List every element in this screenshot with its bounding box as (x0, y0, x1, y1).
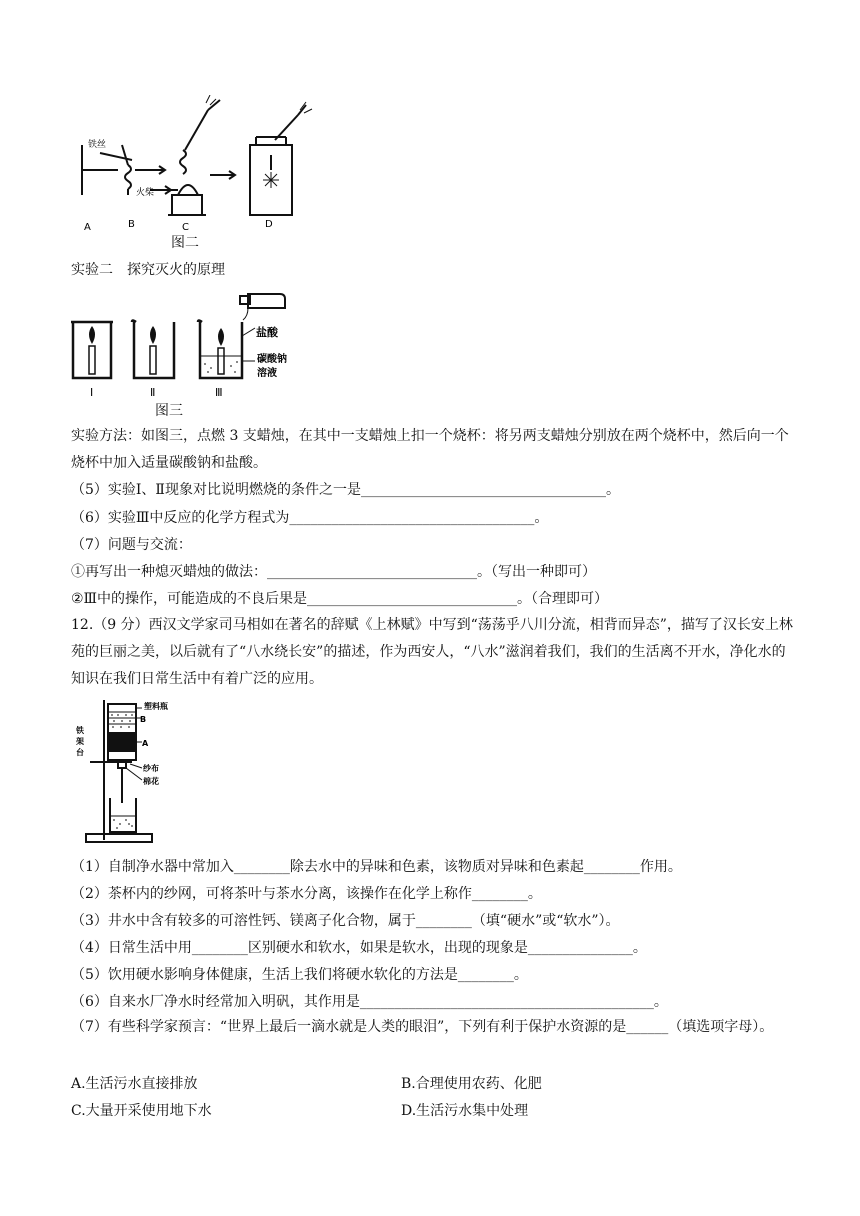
fig3-label-iii: Ⅲ (215, 386, 223, 399)
figure-2-diagram (70, 95, 330, 240)
option-d: D.生活污水集中处理 (401, 1103, 529, 1119)
fig4-label-bottle: 塑料瓶 (144, 702, 168, 711)
fig2-label-iron-wire: 铁丝 (88, 140, 107, 150)
question-7-1: ①再写出一种熄灭蜡烛的做法：______________________________。（写出一种即可） (71, 564, 596, 580)
option-b: B.合理使用农药、化肥 (401, 1076, 542, 1092)
subquestion-4: （4）日常生活中用________区别硬水和软水，如果是软水，出现的现象是_______________。 (71, 940, 647, 956)
fig4-label-stand-2: 架 (76, 737, 84, 746)
figure-3-diagram (70, 286, 335, 401)
question-7-2: ②Ⅲ中的操作，可能造成的不良后果是______________________________。（合理即可） (71, 591, 609, 607)
fig4-label-gauze: 纱布 (143, 764, 159, 773)
fig3-label-hcl: 盐酸 (256, 326, 278, 339)
figure-3-caption: 图三 (155, 403, 183, 419)
subquestion-2: （2）茶杯内的纱网，可将茶叶与茶水分离，该操作在化学上称作________。 (71, 886, 542, 902)
fig3-label-ii: Ⅱ (150, 386, 156, 399)
subquestion-5: （5）饮用硬水影响身体健康，生活上我们将硬水软化的方法是________。 (71, 967, 528, 983)
fig3-label-i: Ⅰ (90, 386, 94, 399)
question-12-stem: 12.（9 分）西汉文学家司马相如在著名的辞赋《上林赋》中写到“荡荡乎八川分流，相背而异态”，描写了汉长安上林苑的巨丽之美，以后就有了“八水绕长安”的描述，作为西安人，“八水”滋润着我们，我们的生活离不开水，净化水的知识在我们日常生活中有着广泛的应用。 (71, 617, 793, 687)
fig2-label-b: B (128, 219, 135, 230)
question-6: （6）实验Ⅲ中反应的化学方程式为___________________________________。 (71, 510, 549, 526)
subquestion-7: （7）有些科学家预言：“世界上最后一滴水就是人类的眼泪”，下列有利于保护水资源的是______（填选项字母）。 (71, 1019, 774, 1035)
fig4-label-a: A (142, 739, 149, 748)
fig4-label-stand-1: 铁 (76, 726, 84, 735)
option-c: C.大量开采使用地下水 (71, 1103, 212, 1119)
method-text: 实验方法：如图三，点燃 3 支蜡烛，在其中一支蜡烛上扣一个烧杯：将另两支蜡烛分别放在两个烧杯中，然后向一个烧杯中加入适量碳酸钠和盐酸。 (71, 428, 789, 471)
question-7: （7）问题与交流： (71, 537, 192, 553)
fig2-label-match: 火柴 (136, 188, 155, 198)
fig3-label-na2co3: 碳酸钠 (257, 354, 287, 365)
fig4-label-stand-3: 台 (76, 748, 84, 757)
fig2-label-a: A (84, 222, 91, 233)
figure-2-caption: 图二 (171, 235, 199, 251)
water-purifier-diagram (70, 698, 200, 848)
option-a: A.生活污水直接排放 (71, 1076, 198, 1092)
experiment-2-title: 实验二 探究灭火的原理 (71, 262, 225, 278)
question-5: （5）实验Ⅰ、Ⅱ现象对比说明燃烧的条件之一是___________________________________。 (71, 482, 620, 498)
subquestion-3: （3）井水中含有较多的可溶性钙、镁离子化合物，属于________（填“硬水”或“软水”）。 (71, 913, 620, 929)
fig4-label-b: B (140, 715, 147, 724)
subquestion-1: （1）自制净水器中常加入________除去水中的异味和色素，该物质对异味和色素起________作用。 (71, 859, 682, 875)
fig3-label-solution: 溶液 (257, 368, 277, 379)
fig2-label-c: C (182, 222, 189, 233)
fig2-label-d: D (265, 219, 273, 230)
subquestion-6: （6）自来水厂净水时经常加入明矾，其作用是__________________________________________。 (71, 994, 668, 1010)
fig4-label-cotton: 棉花 (143, 777, 159, 786)
